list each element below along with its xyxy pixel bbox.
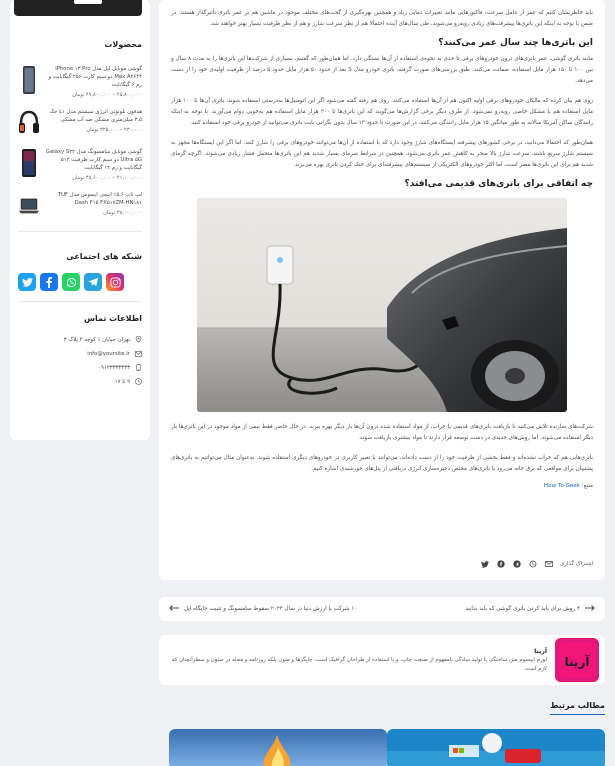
whatsapp-share-icon[interactable]	[529, 560, 538, 569]
product-name[interactable]: گوشی موبایل سامسونگ مدل Galaxy S۲۲ Ultra ۵G دو سیم کارت ظرفیت ۵۱۲ گیگابایت و رم ۱۲ گیگابایت	[45, 149, 142, 171]
share-row	[171, 558, 593, 570]
related-post-card[interactable]	[169, 729, 387, 766]
contact-phone[interactable]	[18, 364, 142, 371]
prev-post-title[interactable]: ۱۰ شرکت با ارزش دنیا در سال ۲۰۲۳ سقوط سامسونگ و تثبیت جایگاه اپل	[184, 606, 358, 612]
contact-address	[18, 336, 142, 343]
author-logo[interactable]	[555, 638, 599, 682]
divider	[18, 301, 142, 302]
phone-icon	[135, 364, 142, 371]
author-bio: لورم ایپسوم متن ساختگی با تولید سادگی نامفهوم از صنعت چاپ، و با استفاده از طراحان گرافیک است، چاپگرها و متون بلکه روزنامه و مجله در ستون و سطرآنچنان که لازم است.	[171, 656, 547, 672]
telegram-share-icon[interactable]	[513, 560, 522, 569]
next-post-link[interactable]	[465, 605, 595, 613]
whatsapp-icon[interactable]	[62, 273, 80, 291]
arrow-left-icon	[169, 605, 179, 613]
related-post-card[interactable]	[387, 729, 605, 766]
author-box	[159, 635, 605, 685]
social-links	[18, 273, 142, 291]
product-price: ۴۵,۸۰۰,۰۰۰ – ۴۹,۸۰۰,۰۰۰ تومان	[72, 92, 142, 98]
twitter-icon[interactable]	[18, 273, 36, 291]
contact-email-text[interactable]: info@yoursite.ir	[87, 350, 130, 357]
product-price: ۲۳۰,۰۰۰ – ۳۲۵,۰۰۰ تومان	[86, 127, 142, 133]
author-info	[165, 647, 547, 674]
product-name[interactable]: گوشی موبایل اپل مدل iPhone ۱۳ Pro Max A۲۶۴۴ دو سیم کارت ۲۵۶ گیگابایت و رم ۶ گیگابایت	[48, 66, 142, 88]
author-name[interactable]: آرینا	[534, 647, 547, 655]
author-logo-text: آرینا	[564, 655, 590, 669]
contact-hours-text: ۹ تا ۱۷	[114, 378, 130, 385]
article-paragraph: مانند باتری گوشی، عمر باتری‌های درون خودروهای برقی تا حدی به نحوه‌ی استفاده از آن‌ها بستگی دارد. اما همان‌طور که گفتیم، بسیاری از شرکت‌ها این باتری‌ها را به مدت ۸ سال و بین ۱۰۰ تا ۱۵۰ هزار مایل استفاده، ضمانت می‌کنند. طبق بررسی‌های صورت گرفته، باتری خودرو مدل S بعد از حدود ۵۰ هزار مایل حدود ۵ درصد از ظرفیت اولیه‌ی خود را از دست می‌دهد.	[171, 56, 593, 84]
prev-post-link[interactable]	[169, 605, 357, 613]
contact-phone-text[interactable]: ۰۹۱۲۳۳۳۳۳۳۳	[98, 364, 130, 371]
article-source	[171, 483, 593, 489]
clock-icon	[135, 378, 142, 385]
product-name[interactable]: هدفون بلوتوثی انرژی سیستم مدل L۱ جک ۳.۵ میلی‌متری مشکی ضد آب مشکی	[49, 109, 142, 123]
products-title: محصولات	[104, 40, 142, 49]
product-price: ۴۱,۰۰۰,۰۰۰ – ۴۵,۶۰۰,۰۰۰ تومان	[72, 175, 142, 181]
contact-title: اطلاعات تماس	[83, 314, 142, 323]
article-paragraph: همان‌طور که احتمالا می‌دانید، در برخی کشورهای پیشرفته ایستگاه‌های شارژ وجود دارد که با استفاده از آن‌ها می‌توانند خودروهای برقی را شارژ کنند. اما اگر این ایستگاه‌ها مجهز به سیستم شارژ سریع باشند، سرعت شارژ بالا منجر به کاهش عمر باتری می‌شود. همچنین در شرایط سرمای بسیار شدید هم این باتری‌ها متحمل فشار زیادی می‌شوند. اگرچه گرمای شدید هم برای این باتری‌ها مضر است، اما اکثر خودروهای الکتریکی از سیستم‌های پیشرفته‌ای برای خنک کردن باتری بهره می‌برند.	[171, 140, 593, 168]
product-name[interactable]: لپ تاپ ۱۵.۶ اینچی ایسوس مدل TUF Dash F۱۵ FX۵۱۷ZM-HN۱۸۱	[57, 192, 142, 206]
share-label: اشتراک گذاری	[559, 561, 593, 567]
next-post-title[interactable]: ۴ روش برای باید کردن باتری گوشی که باید بدانید	[465, 606, 580, 612]
product-item[interactable]	[18, 108, 142, 138]
contact-address-text: تهران خیابان ۱ کوچه ۲ پلاک ۳	[63, 336, 130, 343]
product-thumbnail[interactable]	[18, 65, 40, 95]
twitter-share-icon[interactable]	[481, 560, 490, 569]
source-label: منبع:	[581, 483, 593, 489]
product-item[interactable]	[18, 65, 142, 98]
post-navigation	[159, 597, 605, 621]
facebook-icon[interactable]	[40, 273, 58, 291]
article-paragraph: باتری‌هایی هم که خراب نشده‌اند و فقط بخشی از ظرفیت خود را از دست داده‌اند، می‌توانند با تغییر کاربری در خودروهای دیگری استفاده شوند. به‌عنوان مثال می‌توانیم به باتری‌های پشتیبان برای مواقعی که برق خانه می‌رود یا باتری‌های مختص ذخیره‌سازی انرژی دریافتی از پنل‌های خورشیدی اشاره کنیم.	[171, 455, 593, 472]
sidebar-banner[interactable]	[14, 0, 142, 16]
sidebar	[10, 0, 150, 440]
arrow-right-icon	[585, 605, 595, 613]
article-heading: چه اتفاقی برای باتری‌های قدیمی می‌افتد؟	[404, 179, 593, 189]
telegram-icon[interactable]	[84, 273, 102, 291]
contact-hours	[18, 378, 142, 385]
facebook-share-icon[interactable]	[497, 560, 506, 569]
social-title: شبکه های اجتماعی	[66, 252, 142, 261]
article-card	[159, 0, 605, 580]
related-posts-title: مطالب مرتبط	[550, 701, 605, 715]
mail-share-icon[interactable]	[545, 560, 554, 569]
product-item[interactable]	[18, 148, 142, 181]
product-thumbnail[interactable]	[18, 148, 40, 178]
article-image-ev-charging	[197, 198, 567, 412]
source-link[interactable]: How To Geek	[543, 483, 580, 489]
mail-icon	[135, 350, 142, 357]
divider	[18, 231, 142, 232]
product-price: ۳۸,۰۰۰,۰۰۰ تومان	[103, 210, 142, 216]
contact-email[interactable]	[18, 350, 142, 357]
article-heading: این باتری‌ها چند سال عمر می‌کنند؟	[438, 38, 593, 48]
product-thumbnail[interactable]	[18, 108, 40, 138]
product-thumbnail[interactable]	[18, 191, 40, 221]
article-paragraph: زوی هم بیان کرده که مالکان خودروهای برقی اولیه اکنون هم از آن‌ها استفاده می‌کنند. روی هم رفته گفته می‌شود اگر این اتومبیل‌ها به‌درستی استفاده شوند، باتری آن‌ها تا ۱۰۰ هزار مایل استفاده هم با مشکل خاصی روبه‌رو نمی‌شود. از طرف دیگر برخی گزارش‌ها می‌گویند که این باتری‌ها تا ۲۰۰ هزار مایل استفاده هم به‌خوبی دوام می‌آورند. با توجه به اینکه رانندگان ساکن آمریکا سالانه به طور میانگین ۱۵ هزار مایل رانندگی می‌کنند، در این صورت تا حدود ۱۳ سال بدون نگرانی بابت باتری می‌توانید از خودرو برقی خود استفاده کنید.	[171, 98, 593, 126]
article-paragraph: باید خاطرنشان کنیم که عمر از عامل سرعت، فاکتورهایی مانند تغییرات دمایی زیاد و همچنین بهره‌گیری از گجت‌های مختلف موجود در ماشین هم بر عمر باتری تأثیرگذار هستند. در ضمن با توجه به اینکه این باتری‌ها پیشرفت‌های زیادی روبه‌رو می‌شوند، طی سال‌های آینده احتمالا هم از نظر سرعت شارژ و هم از نظر ظرفیت بسیار بهتر خواهند شد.	[171, 10, 593, 27]
product-item[interactable]	[18, 191, 142, 221]
location-icon	[135, 336, 142, 343]
article-paragraph: شرکت‌های سازنده تلاش می‌کنند تا بازیافت باتری‌های قدیمی یا خراب، از مواد استفاده شده درون آن‌ها بار دیگر بهره ببرند. در حال حاضر فقط نیمی از مواد موجود در این باتری‌ها بار دیگر استفاده می‌شوند. اما روش‌های جدیدی در دست توسعه قرار دارند تا مواد بیشتری بازیافت شوند.	[171, 424, 593, 441]
instagram-icon[interactable]	[106, 273, 124, 291]
